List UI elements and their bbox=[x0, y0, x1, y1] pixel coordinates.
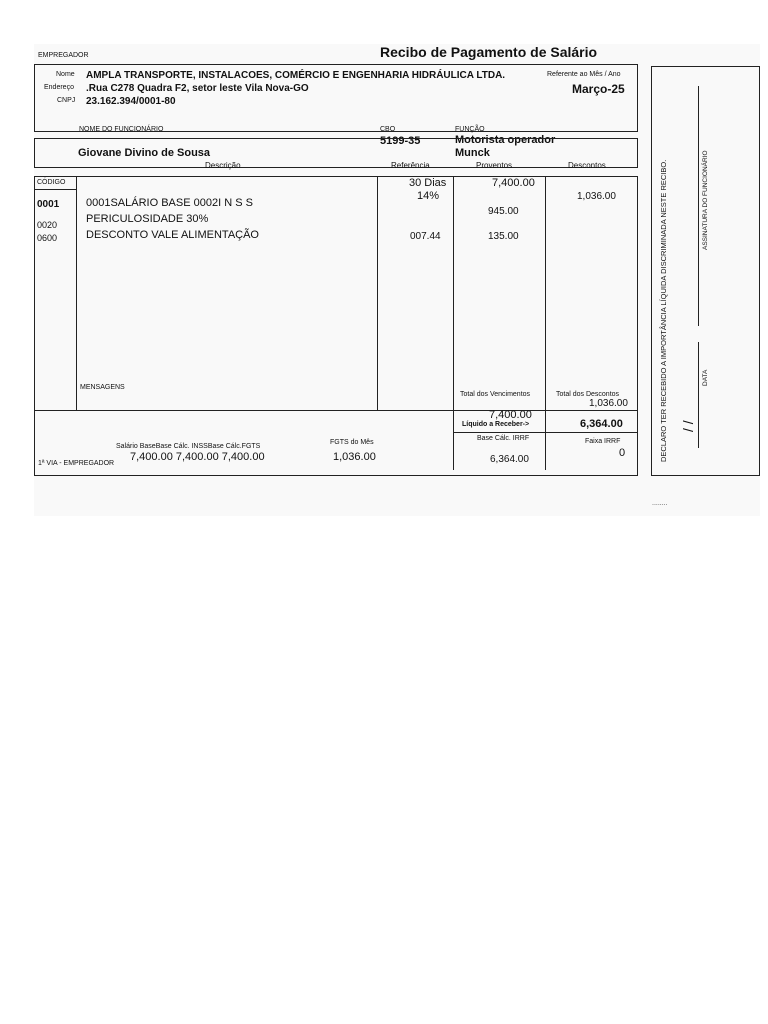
bases-label: Salário BaseBase Cálc. INSSBase Cálc.FGTS bbox=[116, 443, 261, 450]
total-deductions-label: Total dos Descontos bbox=[556, 391, 620, 398]
employer-label: EMPREGADOR bbox=[38, 52, 89, 59]
item-earnings: 135.00 bbox=[488, 231, 519, 242]
item-code: 0001 bbox=[37, 199, 60, 210]
date-slashes: / / bbox=[680, 420, 696, 432]
function-line-2: Munck bbox=[455, 147, 490, 159]
irrf-base-value: 6,364.00 bbox=[490, 454, 529, 465]
divider-code bbox=[76, 176, 77, 410]
net-value: 6,364.00 bbox=[580, 418, 623, 430]
col-reference-header: Referência bbox=[391, 161, 430, 170]
net-divider bbox=[453, 432, 638, 433]
company-name-label: Nome bbox=[56, 71, 75, 78]
period-value: Março-25 bbox=[572, 82, 625, 96]
total-earnings-label: Total dos Vencimentos bbox=[460, 391, 531, 398]
item-description: 0001SALÁRIO BASE 0002I N S S bbox=[86, 197, 253, 209]
item-reference: 30 Dias bbox=[409, 177, 447, 189]
irrf-base-label: Base Cálc. IRRF bbox=[477, 435, 530, 442]
function-label: FUNÇÃO bbox=[455, 126, 485, 133]
employee-name-label: NOME DO FUNCIONÁRIO bbox=[79, 126, 164, 133]
signature-label: ASSINATURA DO FUNCIONÁRIO bbox=[702, 150, 709, 250]
col-code-header: CÓDIGO bbox=[37, 179, 66, 186]
cbo-value: 5199-35 bbox=[380, 135, 421, 147]
fgts-value: 1,036.00 bbox=[333, 451, 376, 463]
cbo-label: CBO bbox=[380, 126, 396, 133]
divider-earnings bbox=[545, 176, 546, 470]
company-address-label: Endereço bbox=[44, 84, 74, 91]
col-deductions-header: Descontos bbox=[568, 161, 606, 170]
divider-reference bbox=[453, 176, 454, 470]
total-earnings-value: 7,400.00 bbox=[489, 409, 532, 421]
company-cnpj: 23.162.394/0001-80 bbox=[86, 96, 176, 107]
item-code: 0600 bbox=[37, 233, 58, 243]
copy-label: 1ª VIA - EMPREGADOR bbox=[38, 460, 115, 467]
company-name: AMPLA TRANSPORTE, INSTALACOES, COMÉRCIO E ENGENHARIA HIDRÁULICA LTDA. bbox=[86, 70, 506, 81]
item-description: DESCONTO VALE ALIMENTAÇÃO bbox=[86, 229, 259, 241]
item-reference: 007.44 bbox=[410, 231, 441, 242]
total-deductions-value: 1,036.00 bbox=[589, 398, 628, 409]
page-title: Recibo de Pagamento de Salário bbox=[380, 44, 598, 60]
messages-label: MENSAGENS bbox=[80, 384, 125, 391]
item-reference: 14% bbox=[417, 190, 440, 202]
totals-divider bbox=[34, 410, 638, 411]
item-code: 0020 bbox=[37, 220, 58, 230]
code-header-divider bbox=[34, 189, 76, 190]
company-cnpj-label: CNPJ bbox=[57, 97, 76, 104]
col-earnings-header: Proventos bbox=[476, 161, 513, 170]
item-deductions: 1,036.00 bbox=[577, 191, 616, 202]
divider-description bbox=[377, 176, 378, 410]
declaration-text: DECLARO TER RECEBIDO A IMPORTÂNCIA LÍQUIDA DISCRIMINADA NESTE RECIBO. bbox=[659, 159, 668, 462]
company-address: .Rua C278 Quadra F2, setor leste Vila Nova-GO bbox=[86, 83, 309, 94]
item-earnings: 945.00 bbox=[488, 206, 519, 217]
item-earnings: 7,400.00 bbox=[492, 177, 535, 189]
irrf-band-value: 0 bbox=[619, 447, 626, 459]
item-description: PERICULOSIDADE 30% bbox=[86, 213, 209, 225]
irrf-band-label: Faixa IRRF bbox=[585, 438, 621, 445]
dots: ........ bbox=[652, 500, 668, 507]
period-label: Referente ao Mês / Ano bbox=[547, 71, 621, 78]
signature-line bbox=[698, 86, 699, 326]
function-line-1: Motorista operador bbox=[455, 134, 556, 146]
fgts-label: FGTS do Mês bbox=[330, 439, 374, 446]
net-label: Líquido a Receber-> bbox=[462, 421, 530, 428]
bases-values: 7,400.00 7,400.00 7,400.00 bbox=[130, 451, 265, 463]
date-line bbox=[698, 342, 699, 448]
employee-name: Giovane Divino de Sousa bbox=[78, 147, 211, 159]
col-description-header: Descrição bbox=[205, 161, 241, 170]
date-label: DATA bbox=[702, 369, 709, 386]
